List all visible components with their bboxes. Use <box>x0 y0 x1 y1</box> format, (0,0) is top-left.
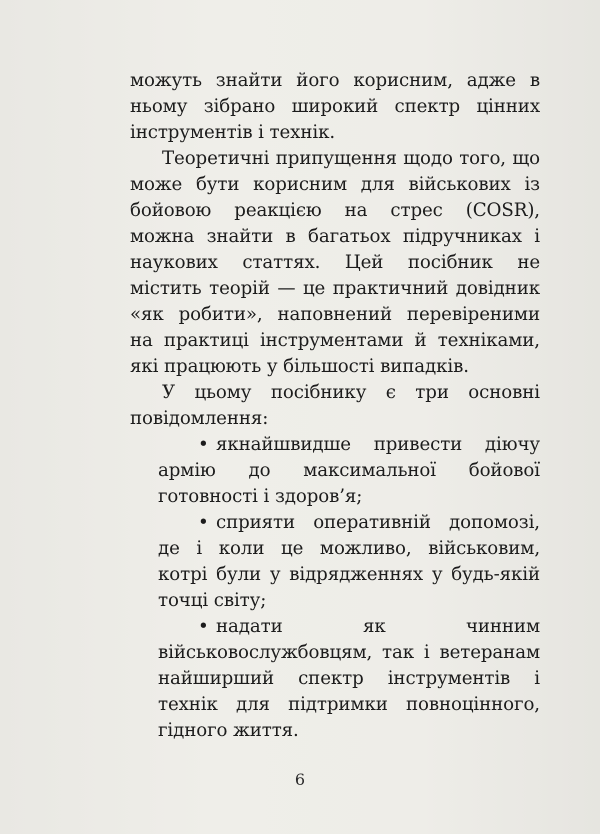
messages-list <box>130 432 540 744</box>
list-item <box>158 614 540 744</box>
bullet-icon: • <box>198 512 209 533</box>
page-number: 6 <box>294 770 306 789</box>
bullet-icon: • <box>198 616 209 637</box>
list-item-text: сприяти оперативній допомозі, де і коли це можливо, військовим, котрі були у відрядженнях у будь-якій точці світу; <box>158 512 540 611</box>
list-item-text: надати як чинним військовослужбовцям, так і ветеранам найширший спектр інструментів і технік для підтримки повноцінного, гідного життя. <box>158 616 540 741</box>
bullet-icon: • <box>198 434 209 455</box>
list-item <box>158 432 540 510</box>
list-item <box>158 510 540 614</box>
paragraph-continuation: можуть знайти його корисним, адже в ньому зібрано широкий спектр цінних інструментів і технік. <box>130 70 540 143</box>
list-item-text: якнайшвидше привести діючу армію до максимальної бойової готовності і здоров’я; <box>158 434 540 507</box>
paragraph-messages-intro: У цьому посібнику є три основні повідомлення: <box>130 382 540 429</box>
paragraph-theory: Теоретичні припущення щодо того, що може бути корисним для військових із бойовою реакцією на стрес (COSR), можна знайти в багатьох підручниках і наукових статтях. Цей посібник не містить теорій — це практичний довідник «як робити», наповнений перевіреними на практиці інструментами й техніками, які працюють у більшості випадків. <box>130 148 540 377</box>
body-text <box>130 68 540 744</box>
